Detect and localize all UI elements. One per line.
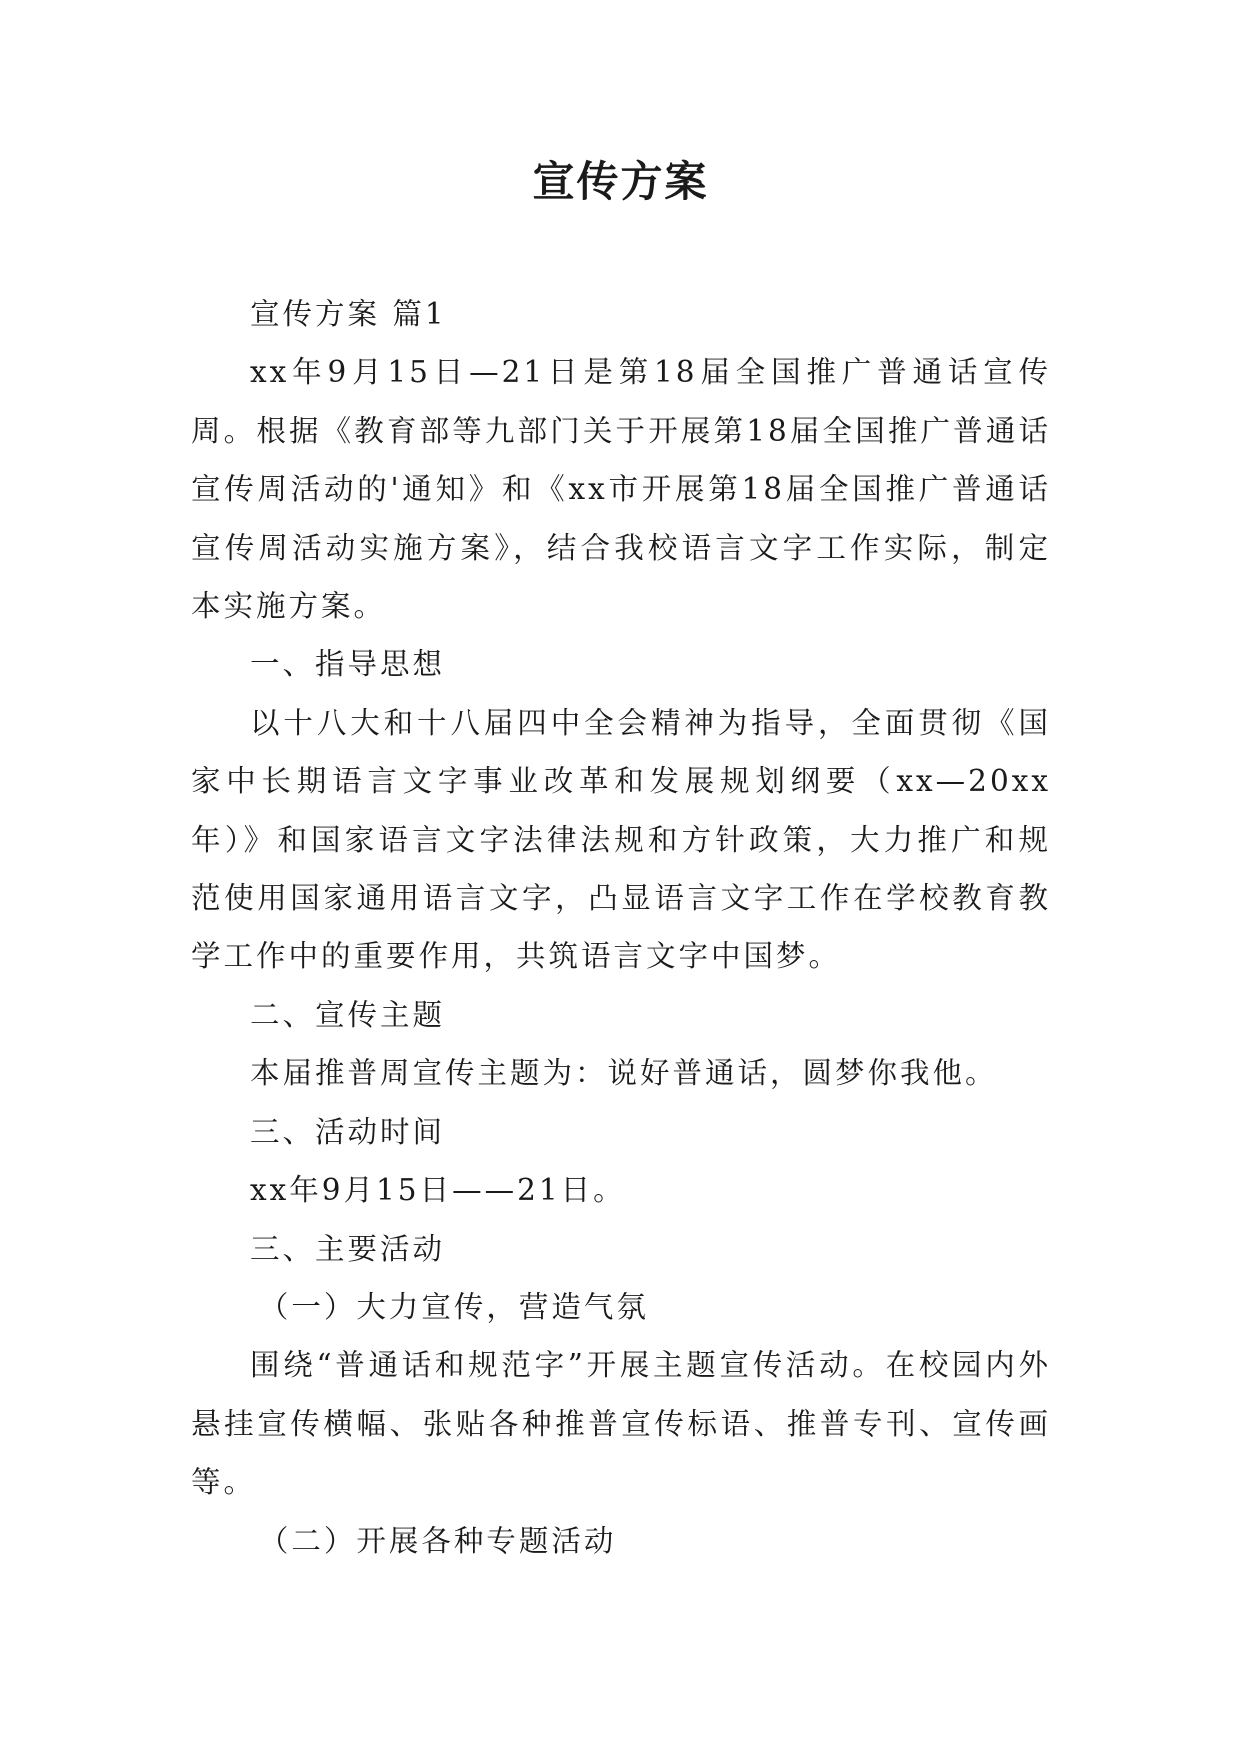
body-paragraph: 围绕“普通话和规范字”开展主题宣传活动。在校园内外悬挂宣传横幅、张贴各种推普宣传标语、推普专刊、宣传画等。	[191, 1348, 1051, 1500]
section-heading: 三、活动时间	[250, 1114, 446, 1149]
subsection-heading: （二）开展各种专题活动	[258, 1523, 617, 1558]
body-paragraph: 以十八大和十八届四中全会精神为指导，全面贯彻《国家中长期语言文字事业改革和发展规划纲要（xx—20xx年）》和国家语言文字法律法规和方针政策，大力推广和规范使用国家通用语言文字，凸显语言文字工作在学校教育教学工作中的重要作用，共筑语言文字中国梦。	[191, 705, 1051, 974]
section-heading: 宣传方案 篇1	[250, 297, 447, 331]
section-heading: 二、宣传主题	[250, 997, 446, 1032]
section-heading: 三、主要活动	[250, 1231, 446, 1266]
body-paragraph: 本届推普周宣传主题为：说好普通话，圆梦你我他。	[250, 1056, 998, 1091]
subsection-heading: （一）大力宣传，营造气氛	[258, 1289, 649, 1324]
document-body	[191, 285, 1051, 1570]
body-paragraph: xx年9月15日——21日。	[250, 1173, 626, 1208]
document-title: 宣传方案	[532, 157, 709, 206]
body-paragraph: xx年9月15日—21日是第18届全国推广普通话宣传周。根据《教育部等九部门关于开展第18届全国推广普通话宣传周活动的'通知》和《xx市开展第18届全国推广普通话宣传周活动实施方案》，结合我校语言文字工作实际，制定本实施方案。	[191, 355, 1051, 624]
section-heading: 一、指导思想	[250, 647, 446, 682]
